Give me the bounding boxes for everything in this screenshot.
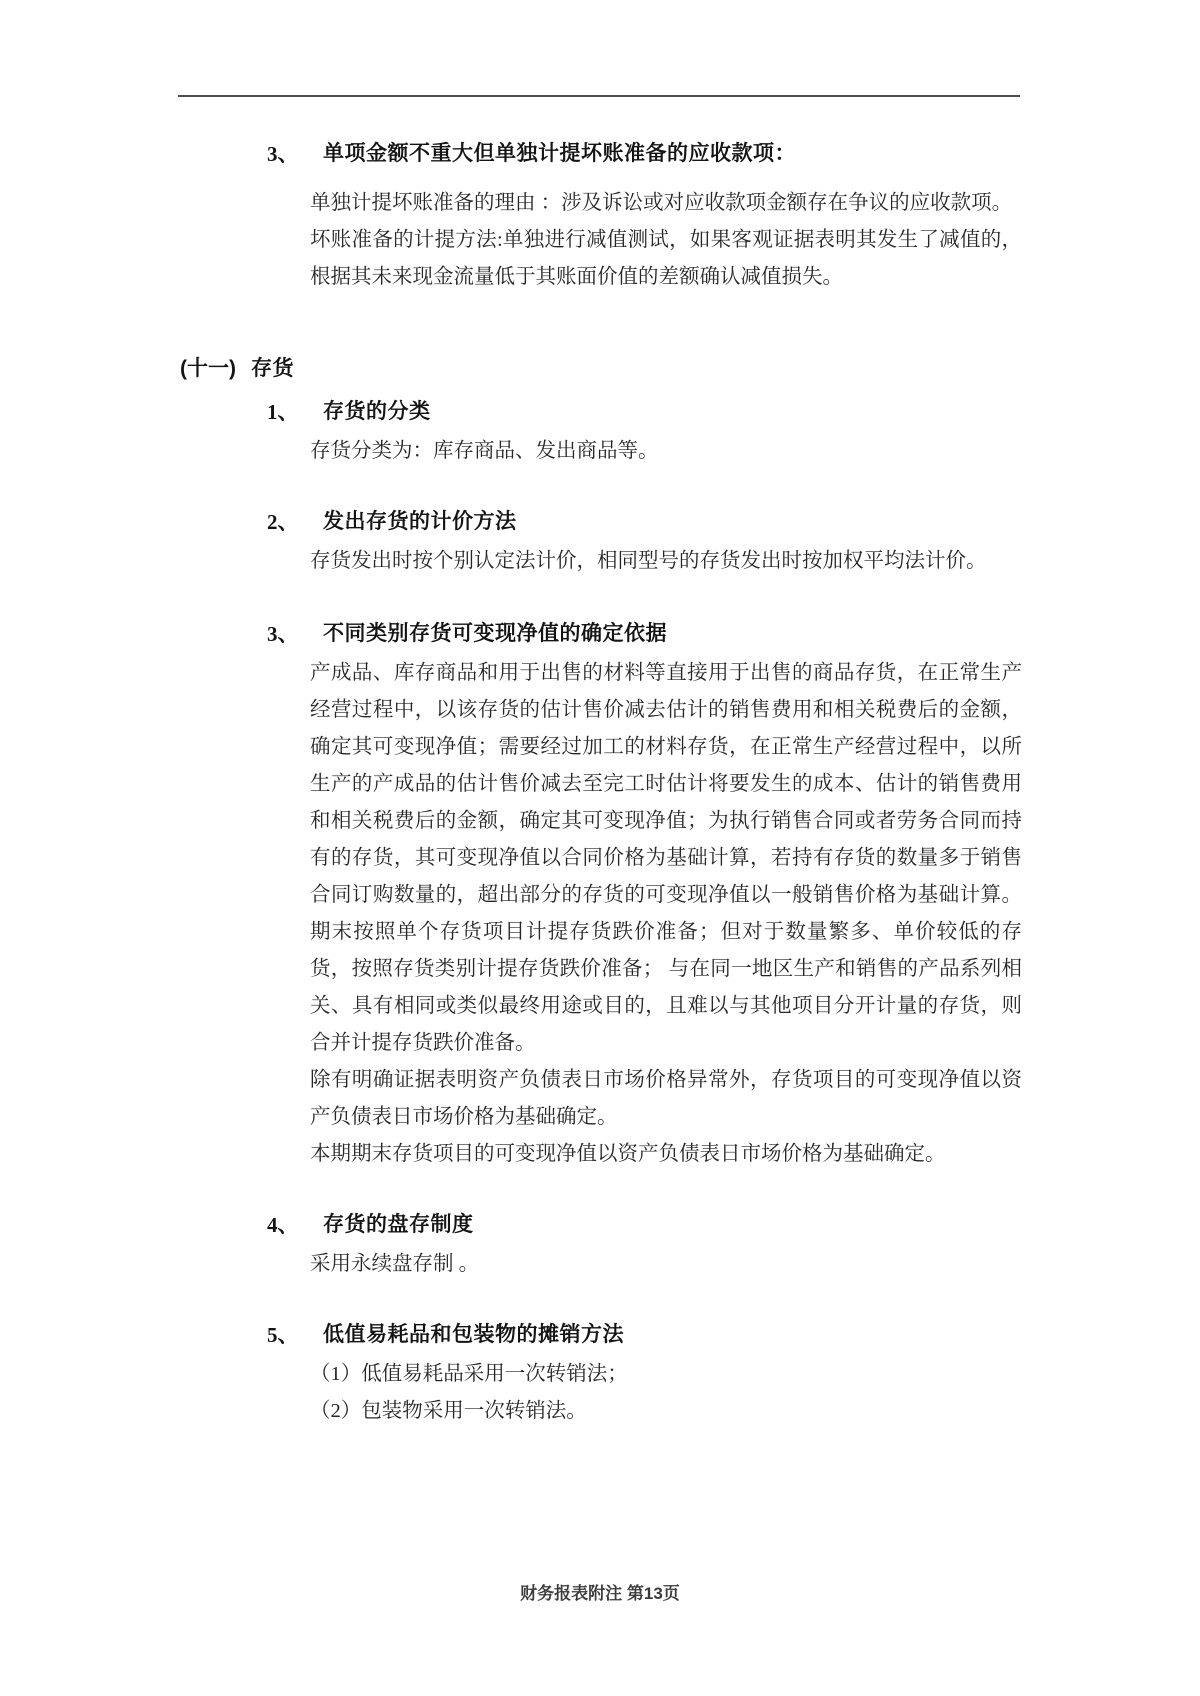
- section-title: 存货: [251, 357, 294, 380]
- paragraph: （2）包装物采用一次转销法。: [310, 1400, 587, 1422]
- item-heading-inventory-classification: [267, 398, 1020, 426]
- item-heading-inventory-count-system: [267, 1211, 1020, 1239]
- item-number: 2、: [267, 510, 299, 534]
- paragraph: 除有明确证据表明资产负债表日市场价格异常外，存货项目的可变现净值以资产负债表日市场价格为基础确定。: [310, 1069, 1022, 1128]
- paragraph: 存货分类为：库存商品、发出商品等。: [310, 440, 659, 462]
- item-heading-low-value-consumables: [267, 1321, 1020, 1349]
- item-heading-issue-valuation-method: [267, 508, 1020, 536]
- item-title: 不同类别存货可变现净值的确定依据: [323, 622, 667, 645]
- item-number: 1、: [267, 400, 299, 424]
- item-title: 存货的分类: [323, 400, 431, 423]
- paragraph: 采用永续盘存制 。: [310, 1253, 480, 1275]
- item-number: 3、: [267, 622, 299, 646]
- paragraph: （1）低值易耗品采用一次转销法；: [310, 1363, 628, 1385]
- item-number: 4、: [267, 1213, 299, 1237]
- item-title: 低值易耗品和包装物的摊销方法: [323, 1323, 624, 1346]
- paragraph: 产成品、库存商品和用于出售的材料等直接用于出售的商品存货，在正常生产经营过程中，以该存货的估计售价减去估计的销售费用和相关税费后的金额，确定其可变现净值；需要经过加工的材料存货，在正常生产经营过程中，以所生产的产成品的估计售价减去至完工时估计将要发生的成本、估计的销售费用和相关税费后的金额，确定其可变现净值；为执行销售合同或者劳务合同而持有的存货，其可变现净值以合同价格为基础计算，若持有存货的数量多于销售合同订购数量的，超出部分的存货的可变现净值以一般销售价格为基础计算。期末按照单个存货项目计提存货跌价准备；但对于数量繁多、单价较低的存货，按照存货类别计提存货跌价准备； 与在同一地区生产和销售的产品系列相关、具有相同或类似最终用途或目的，且难以与其他项目分开计量的存货，则合并计提存货跌价准备。: [310, 662, 1022, 1054]
- header-divider-rule: [178, 95, 1020, 97]
- item-number: 5、: [267, 1323, 299, 1347]
- item-title: 发出存货的计价方法: [323, 510, 517, 533]
- section-heading-inventory: [180, 354, 1020, 384]
- document-body: [180, 140, 1020, 1430]
- page-footer: 财务报表附注 第13页: [520, 1584, 680, 1603]
- item-title: 存货的盘存制度: [323, 1213, 474, 1236]
- paragraph: 本期期末存货项目的可变现净值以资产负债表日市场价格为基础确定。: [310, 1143, 946, 1165]
- item-heading-net-realizable-value: [267, 620, 1020, 648]
- item-heading-receivables-baddebt: [267, 140, 1020, 168]
- item-title: 单项金额不重大但单独计提坏账准备的应收款项：: [323, 142, 796, 165]
- paragraph: 存货发出时按个别认定法计价，相同型号的存货发出时按加权平均法计价。: [310, 550, 987, 572]
- paragraph: 单独计提坏账准备的理由 ：涉及诉讼或对应收款项金额存在争议的应收款项。: [310, 192, 1013, 214]
- paragraph: 坏账准备的计提方法:单独进行减值测试，如果客观证据表明其发生了减值的，根据其未来现金流量低于其账面价值的差额确认减值损失。: [310, 229, 1022, 288]
- item-number: 3、: [267, 142, 299, 166]
- section-label: (十一): [180, 357, 236, 380]
